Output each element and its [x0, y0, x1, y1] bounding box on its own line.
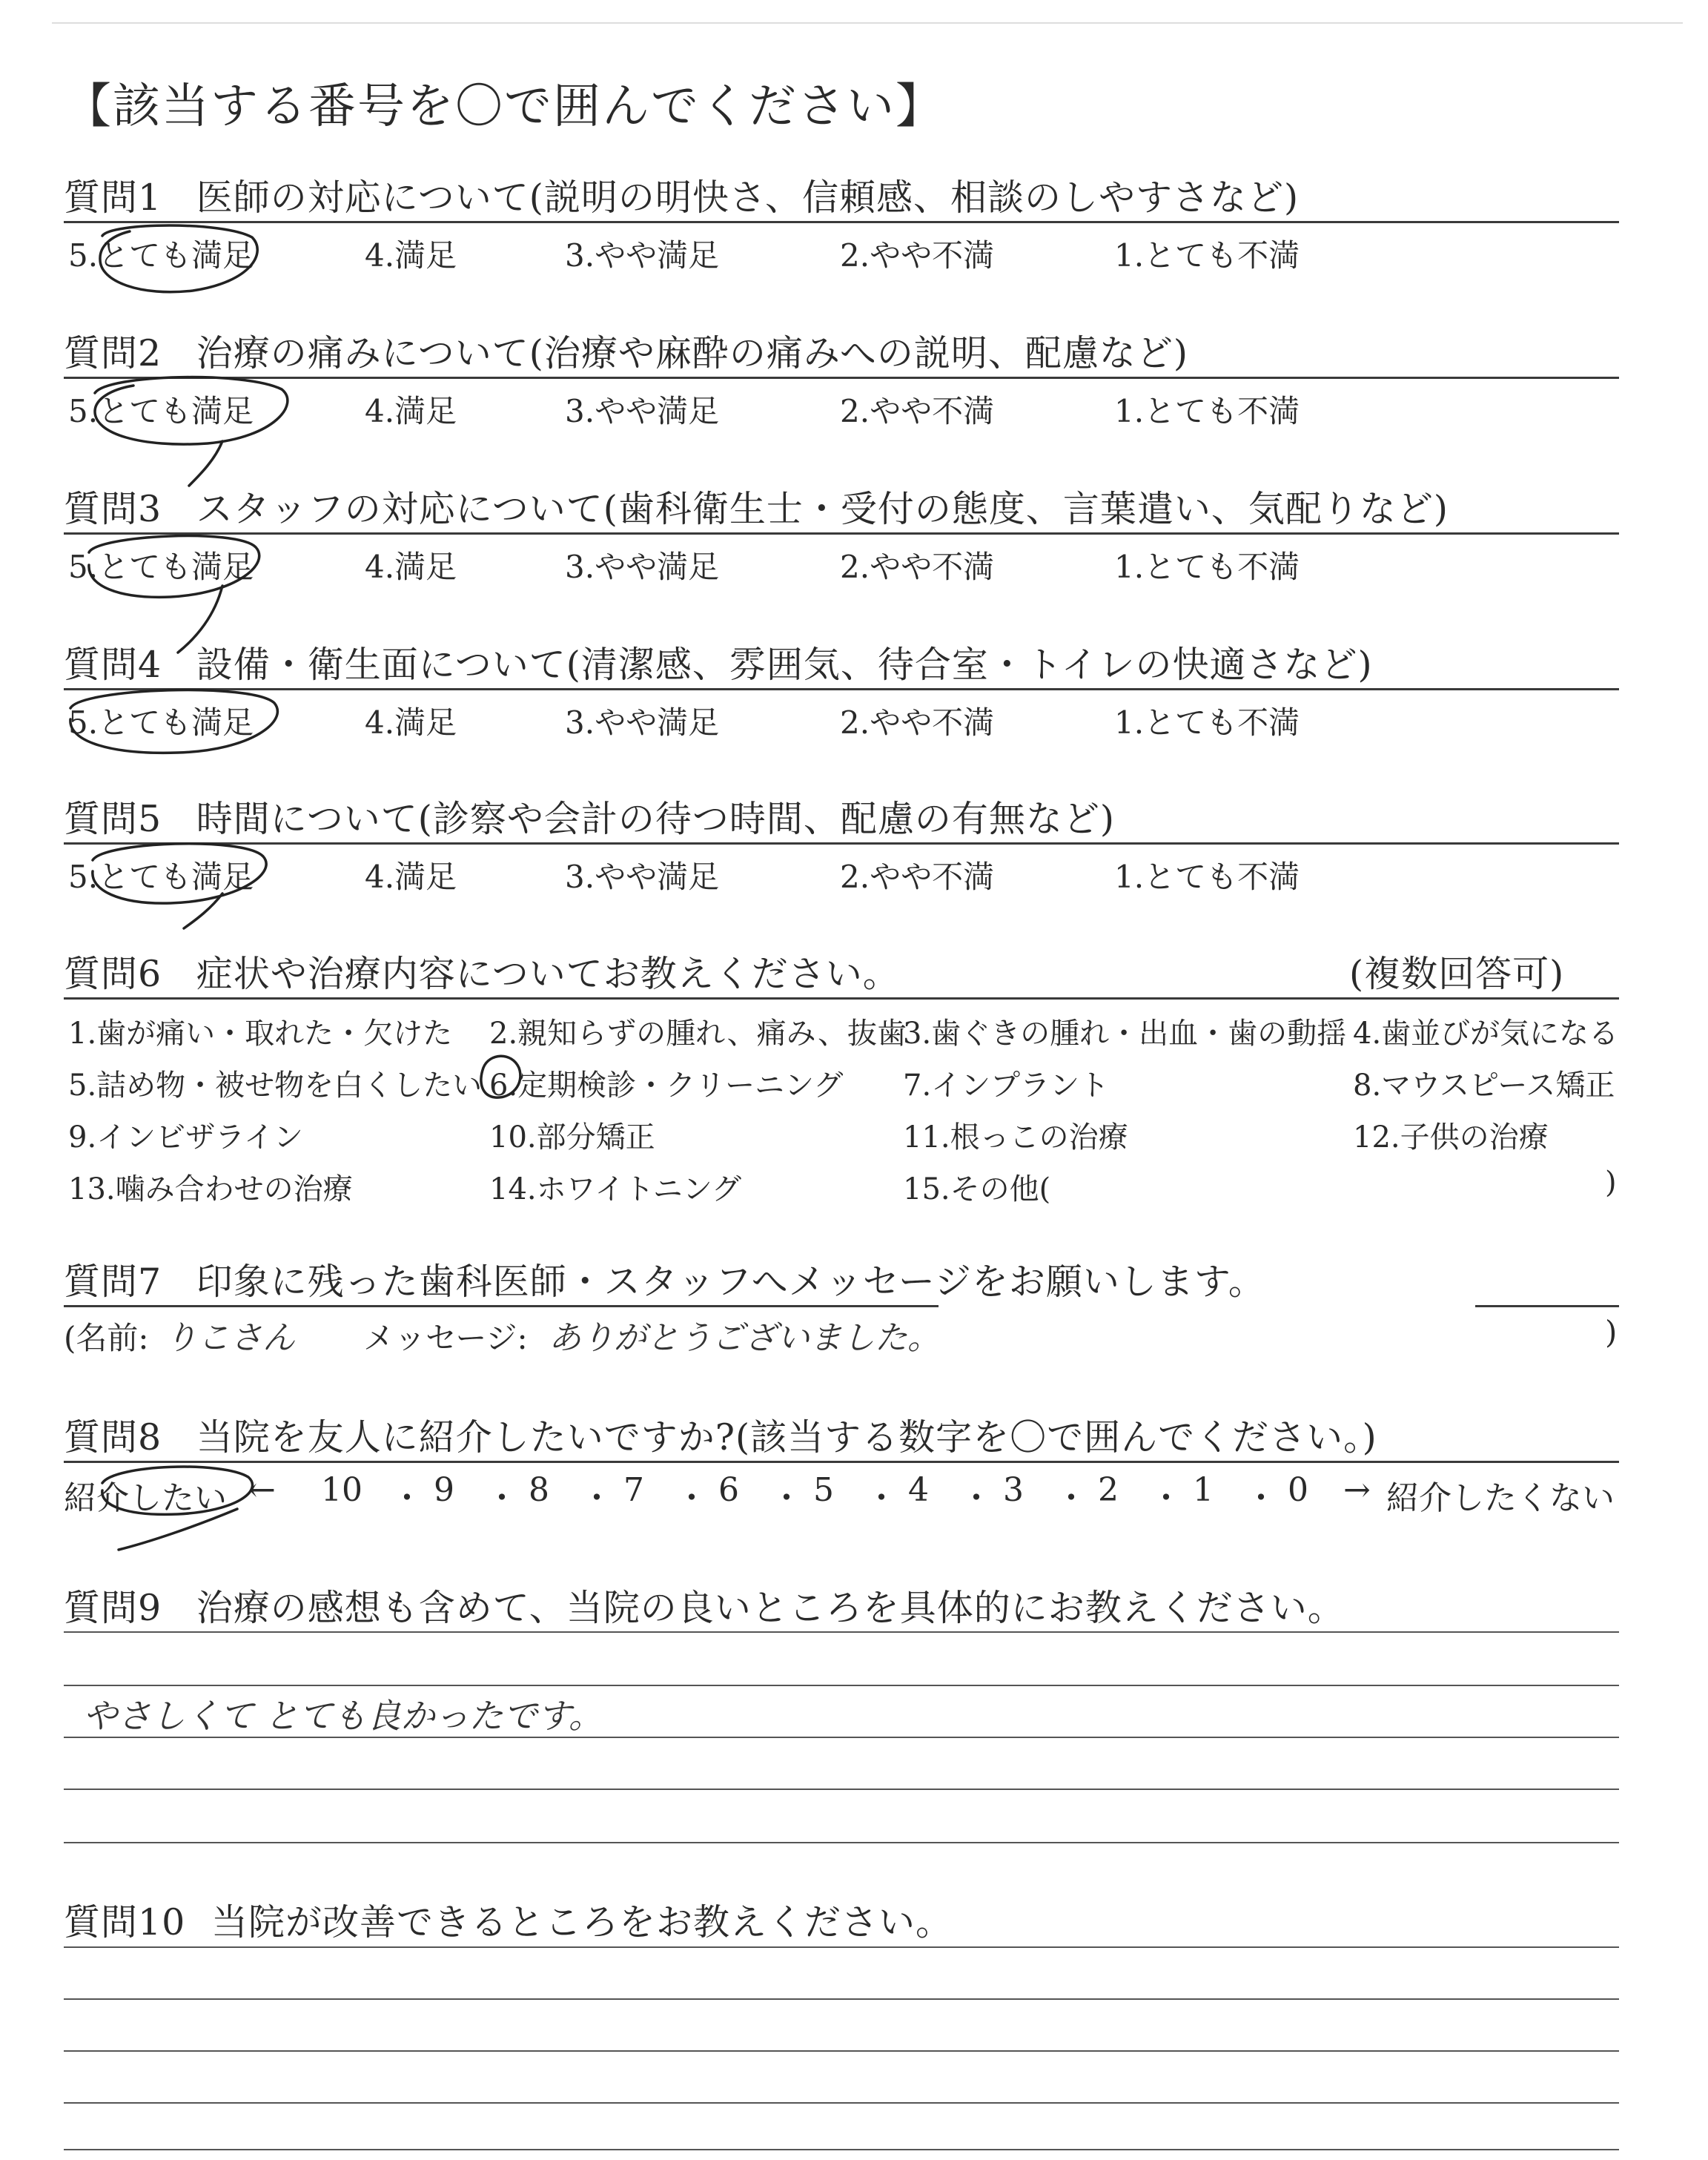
question-3-rule: [64, 532, 1619, 535]
q2-option-4[interactable]: 4.満足: [365, 393, 457, 429]
question-label: 質問8: [64, 1416, 162, 1459]
q2-option-1[interactable]: 1.とても不満: [1114, 393, 1300, 429]
question-2-rule: [64, 377, 1619, 379]
multiple-answer-note: (複数回答可): [1349, 953, 1565, 995]
q6-option-3[interactable]: 3.歯ぐきの腫れ・出血・歯の動揺: [903, 1017, 1347, 1051]
name-handwritten[interactable]: りこさん: [165, 1319, 295, 1357]
q10-answer-line: [64, 2102, 1619, 2104]
message-close-paren: ): [1605, 1314, 1618, 1350]
question-text: 症状や治療内容についてお教えください。: [196, 953, 900, 995]
q2-option-5[interactable]: 5.とても満足: [68, 393, 254, 429]
scale-dot: ・: [865, 1479, 898, 1517]
scale-dot: ・: [1245, 1479, 1277, 1517]
scale-dot: ・: [960, 1479, 993, 1517]
question-text: 治療の痛みについて(治療や麻酔の痛みへの説明、配慮など): [196, 332, 1189, 374]
question-label: 質問7: [64, 1261, 162, 1303]
question-5-header: [64, 790, 1115, 842]
score-3[interactable]: 3: [1003, 1471, 1024, 1509]
question-label: 質問4: [64, 644, 162, 686]
recommend-left-label[interactable]: 紹介したい: [64, 1479, 227, 1517]
question-8-header: [64, 1409, 1377, 1461]
name-prefix: (名前:: [64, 1320, 149, 1356]
question-text: 当院を友人に紹介したいですか?(該当する数字を〇で囲んでください。): [196, 1416, 1377, 1459]
q3-option-2[interactable]: 2.やや不満: [840, 549, 995, 585]
scale-dot: ・: [1055, 1479, 1088, 1517]
q3-option-3[interactable]: 3.やや満足: [565, 549, 720, 585]
scale-dot: ・: [1150, 1479, 1182, 1517]
message-prefix: メッセージ:: [363, 1320, 528, 1356]
score-6[interactable]: 6: [718, 1471, 739, 1509]
q2-option-3[interactable]: 3.やや満足: [565, 393, 720, 429]
score-9[interactable]: 9: [434, 1471, 454, 1509]
question-1-header: [64, 169, 1299, 221]
q6-option-8[interactable]: 8.マウスピース矯正: [1353, 1069, 1615, 1103]
question-label: 質問5: [64, 798, 162, 840]
q2-option-2[interactable]: 2.やや不満: [840, 393, 995, 429]
question-8-rule: [64, 1461, 1619, 1463]
question-4-header: [64, 636, 1373, 688]
q10-answer-line: [64, 2149, 1619, 2150]
question-text: 医師の対応について(説明の明快さ、信頼感、相談のしやすさなど): [196, 176, 1300, 219]
question-label: 質問2: [64, 332, 162, 374]
question-5-rule: [64, 842, 1619, 845]
score-8[interactable]: 8: [529, 1471, 549, 1509]
question-10-header: [64, 1894, 953, 1946]
question-3-header: [64, 480, 1449, 532]
question-text: 治療の感想も含めて、当院の良いところを具体的にお教えください。: [196, 1587, 1345, 1629]
question-7-header: [64, 1253, 1265, 1305]
score-5[interactable]: 5: [813, 1471, 834, 1509]
question-text: 当院が改善できるところをお教えください。: [211, 1901, 953, 1943]
q6-option-14[interactable]: 14.ホワイトニング: [489, 1172, 742, 1206]
question-label: 質問1: [64, 176, 162, 219]
question-4-rule: [64, 688, 1619, 690]
score-1[interactable]: 1: [1193, 1471, 1214, 1509]
recommend-right-label[interactable]: 紹介したくない: [1386, 1479, 1615, 1517]
q6-option-6[interactable]: 6.定期検診・クリーニング: [489, 1069, 844, 1103]
scale-dot: ・: [675, 1479, 708, 1517]
question-label: 質問3: [64, 488, 162, 530]
q9-answer-line: [64, 1631, 1619, 1633]
question-7-rule-right: [1475, 1305, 1619, 1307]
q5-option-1[interactable]: 1.とても不満: [1114, 859, 1300, 895]
q6-option-13[interactable]: 13.噛み合わせの治療: [68, 1172, 353, 1206]
question-label: 質問10: [64, 1901, 186, 1943]
q10-answer-line: [64, 1946, 1619, 1948]
q1-option-1[interactable]: 1.とても不満: [1114, 237, 1300, 274]
arrow-left: ←: [248, 1471, 276, 1509]
q6-option-15[interactable]: 15.その他(: [903, 1172, 1051, 1206]
q6-option-5[interactable]: 5.詰め物・被せ物を白くしたい: [68, 1069, 483, 1103]
q3-option-5[interactable]: 5.とても満足: [68, 549, 254, 585]
q4-option-2[interactable]: 2.やや不満: [840, 704, 995, 741]
q9-answer-line: [64, 1789, 1619, 1790]
q6-other-close-paren: ): [1605, 1166, 1617, 1200]
q10-answer-line: [64, 1998, 1619, 2000]
score-7[interactable]: 7: [623, 1471, 644, 1509]
q6-option-11[interactable]: 11.根っこの治療: [903, 1120, 1128, 1155]
q5-option-5[interactable]: 5.とても満足: [68, 859, 254, 895]
score-0[interactable]: 0: [1288, 1471, 1308, 1509]
scale-dot: ・: [580, 1479, 613, 1517]
question-label: 質問6: [64, 953, 162, 995]
q5-tail: [184, 894, 222, 928]
question-label: 質問9: [64, 1587, 162, 1629]
q3-option-4[interactable]: 4.満足: [365, 549, 457, 585]
q6-option-7[interactable]: 7.インプラント: [903, 1069, 1110, 1103]
score-2[interactable]: 2: [1098, 1471, 1119, 1509]
page-title: 【該当する番号を〇で囲んでください】: [64, 79, 944, 134]
question-text: 設備・衛生面について(清潔感、雰囲気、待合室・トイレの快適さなど): [196, 644, 1373, 686]
q6-option-2[interactable]: 2.親知らずの腫れ、痛み、抜歯: [489, 1017, 907, 1051]
question-text: 時間について(診察や会計の待つ時間、配慮の有無など): [196, 798, 1116, 840]
question-6-header: [64, 945, 900, 997]
q5-option-4[interactable]: 4.満足: [365, 859, 457, 895]
question-6-rule: [64, 997, 1619, 1000]
q6-option-12[interactable]: 12.子供の治療: [1353, 1120, 1549, 1155]
q4-option-4[interactable]: 4.満足: [365, 704, 457, 741]
q5-option-3[interactable]: 3.やや満足: [565, 859, 720, 895]
question-7-rule: [64, 1305, 939, 1307]
q10-answer-line: [64, 2050, 1619, 2052]
q3-option-1[interactable]: 1.とても不満: [1114, 549, 1300, 585]
score-10[interactable]: 10: [321, 1471, 363, 1509]
score-4[interactable]: 4: [908, 1471, 929, 1509]
scale-dot: ・: [770, 1479, 803, 1517]
question-9-header: [64, 1579, 1345, 1631]
question-text: 印象に残った歯科医師・スタッフへメッセージをお願いします。: [196, 1261, 1265, 1303]
q9-handwritten-answer[interactable]: やさしくて とても良かったです。: [83, 1696, 603, 1736]
q9-answer-line: [64, 1685, 1619, 1686]
q6-option-9[interactable]: 9.インビザライン: [68, 1120, 303, 1155]
question-1-rule: [64, 221, 1619, 223]
message-handwritten[interactable]: ありがとうございました。: [549, 1319, 940, 1357]
q9-answer-line: [64, 1842, 1619, 1843]
scale-dot: ・: [391, 1479, 423, 1517]
scale-dot: ・: [486, 1479, 518, 1517]
q1-option-3[interactable]: 3.やや満足: [565, 237, 720, 274]
q4-option-5[interactable]: 5.とても満足: [68, 704, 254, 741]
q4-option-3[interactable]: 3.やや満足: [565, 704, 720, 741]
q1-option-5[interactable]: 5.とても満足: [68, 237, 254, 274]
q2-tail: [189, 441, 222, 486]
question-text: スタッフの対応について(歯科衛生士・受付の態度、言葉遣い、気配りなど): [196, 488, 1449, 530]
q6-option-10[interactable]: 10.部分矯正: [489, 1120, 655, 1155]
q5-option-2[interactable]: 2.やや不満: [840, 859, 995, 895]
question-2-header: [64, 325, 1188, 377]
q1-option-4[interactable]: 4.満足: [365, 237, 457, 274]
q6-option-1[interactable]: 1.歯が痛い・取れた・欠けた: [68, 1017, 453, 1051]
q6-option-4[interactable]: 4.歯並びが気になる: [1353, 1017, 1619, 1051]
q1-option-2[interactable]: 2.やや不満: [840, 237, 995, 274]
q4-option-1[interactable]: 1.とても不満: [1114, 704, 1300, 741]
scan-edge: [52, 22, 1683, 24]
arrow-right: →: [1343, 1471, 1371, 1509]
